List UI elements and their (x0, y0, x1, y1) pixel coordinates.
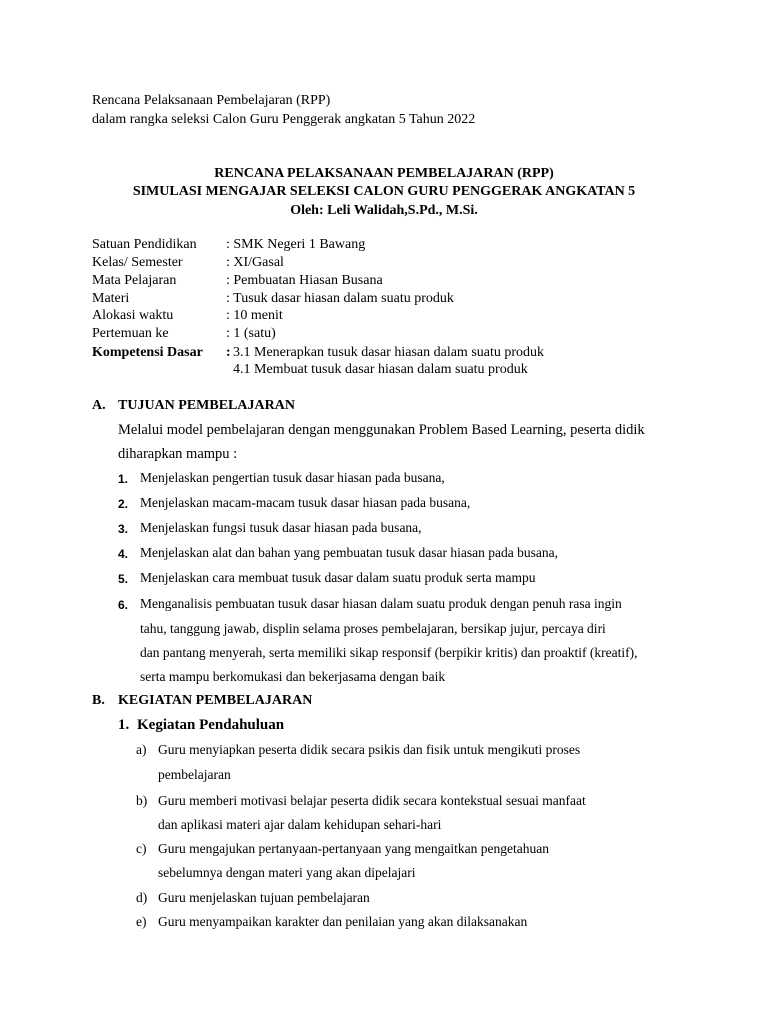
objective-number: 3. (118, 522, 129, 536)
kompetensi-kd-3-1: 3.1 Menerapkan tusuk dasar hiasan dalam suatu produk (233, 345, 545, 360)
section-b-letter: B. (92, 693, 105, 708)
activity-item-continuation: dan aplikasi materi ajar dalam kehidupan sehari-hari (158, 817, 442, 832)
activity-item: Guru menjelaskan tujuan pembelajaran (158, 890, 370, 905)
info-label-satuan: Satuan Pendidikan (92, 237, 197, 252)
section-a-letter: A. (92, 398, 106, 413)
activity-item-continuation: sebelumnya dengan materi yang akan dipelajari (158, 865, 416, 880)
activity-item: Guru mengajukan pertanyaan-pertanyaan yang mengaitkan pengetahuan (158, 841, 549, 856)
header-line-1: Rencana Pelaksanaan Pembelajaran (RPP) (92, 93, 331, 108)
header-line-2: dalam rangka seleksi Calon Guru Penggerak angkatan 5 Tahun 2022 (92, 112, 476, 127)
objective-number: 6. (118, 598, 129, 612)
title-line-1: RENCANA PELAKSANAAN PEMBELAJARAN (RPP) (214, 166, 554, 181)
objective-item-continuation: serta mampu berkomukasi dan bekerjasama dengan baik (140, 669, 446, 684)
subsection-1-title: Kegiatan Pendahuluan (137, 717, 285, 733)
activity-letter: d) (136, 890, 148, 905)
info-label-pertemuan: Pertemuan ke (92, 326, 169, 341)
kompetensi-kd-4-1: 4.1 Membuat tusuk dasar hiasan dalam suatu produk (233, 362, 528, 377)
info-label-kelas: Kelas/ Semester (92, 255, 183, 270)
objective-item: Menjelaskan fungsi tusuk dasar hiasan pada busana, (140, 520, 422, 535)
info-value-satuan: : SMK Negeri 1 Bawang (226, 237, 366, 252)
objective-item: Menjelaskan macam-macam tusuk dasar hiasan pada busana, (140, 495, 471, 510)
activity-item: Guru memberi motivasi belajar peserta didik secara kontekstual sesuai manfaat (158, 793, 586, 808)
section-a-title: TUJUAN PEMBELAJARAN (118, 398, 295, 413)
objective-item: Menjelaskan pengertian tusuk dasar hiasan pada busana, (140, 470, 445, 485)
kompetensi-colon: : (226, 345, 231, 360)
activity-item: Guru menyiapkan peserta didik secara psikis dan fisik untuk mengikuti proses (158, 742, 581, 757)
objective-item-continuation: tahu, tanggung jawab, displin selama proses pembelajaran, bersikap jujur, percaya diri (140, 621, 606, 636)
objective-number: 5. (118, 572, 129, 586)
title-author: Oleh: Leli Walidah,S.Pd., M.Si. (290, 203, 478, 218)
info-value-pertemuan: : 1 (satu) (226, 326, 276, 341)
section-a-intro-line-2: diharapkan mampu : (118, 446, 238, 462)
kompetensi-label: Kompetensi Dasar (92, 345, 203, 360)
subsection-1-number: 1. (118, 717, 130, 733)
section-b-title: KEGIATAN PEMBELAJARAN (118, 693, 313, 708)
info-value-alokasi: : 10 menit (226, 308, 283, 323)
objective-item: Menjelaskan cara membuat tusuk dasar dalam suatu produk serta mampu (140, 570, 536, 585)
info-value-kelas: : XI/Gasal (226, 255, 284, 270)
info-label-alokasi: Alokasi waktu (92, 308, 174, 323)
section-a-intro-line-1: Melalui model pembelajaran dengan menggunakan Problem Based Learning, peserta didik (118, 422, 645, 438)
objective-item-continuation: dan pantang menyerah, serta memiliki sikap responsif (berpikir kritis) dan proaktif (kreatif), (140, 645, 638, 660)
activity-letter: b) (136, 793, 148, 808)
info-value-mapel: : Pembuatan Hiasan Busana (226, 273, 383, 288)
activity-letter: c) (136, 841, 147, 856)
info-label-materi: Materi (92, 291, 130, 306)
activity-item-continuation: pembelajaran (158, 767, 231, 782)
objective-number: 2. (118, 497, 129, 511)
info-label-mapel: Mata Pelajaran (92, 273, 177, 288)
activity-letter: a) (136, 742, 147, 757)
objective-number: 4. (118, 547, 129, 561)
objective-number: 1. (118, 472, 129, 486)
objective-item: Menganalisis pembuatan tusuk dasar hiasan dalam suatu produk dengan penuh rasa ingin (140, 596, 622, 611)
activity-letter: e) (136, 914, 147, 929)
info-value-materi: : Tusuk dasar hiasan dalam suatu produk (226, 291, 454, 306)
activity-item: Guru menyampaikan karakter dan penilaian yang akan dilaksanakan (158, 914, 528, 929)
objective-item: Menjelaskan alat dan bahan yang pembuatan tusuk dasar hiasan pada busana, (140, 545, 558, 560)
title-line-2: SIMULASI MENGAJAR SELEKSI CALON GURU PENGGERAK ANGKATAN 5 (132, 184, 636, 199)
